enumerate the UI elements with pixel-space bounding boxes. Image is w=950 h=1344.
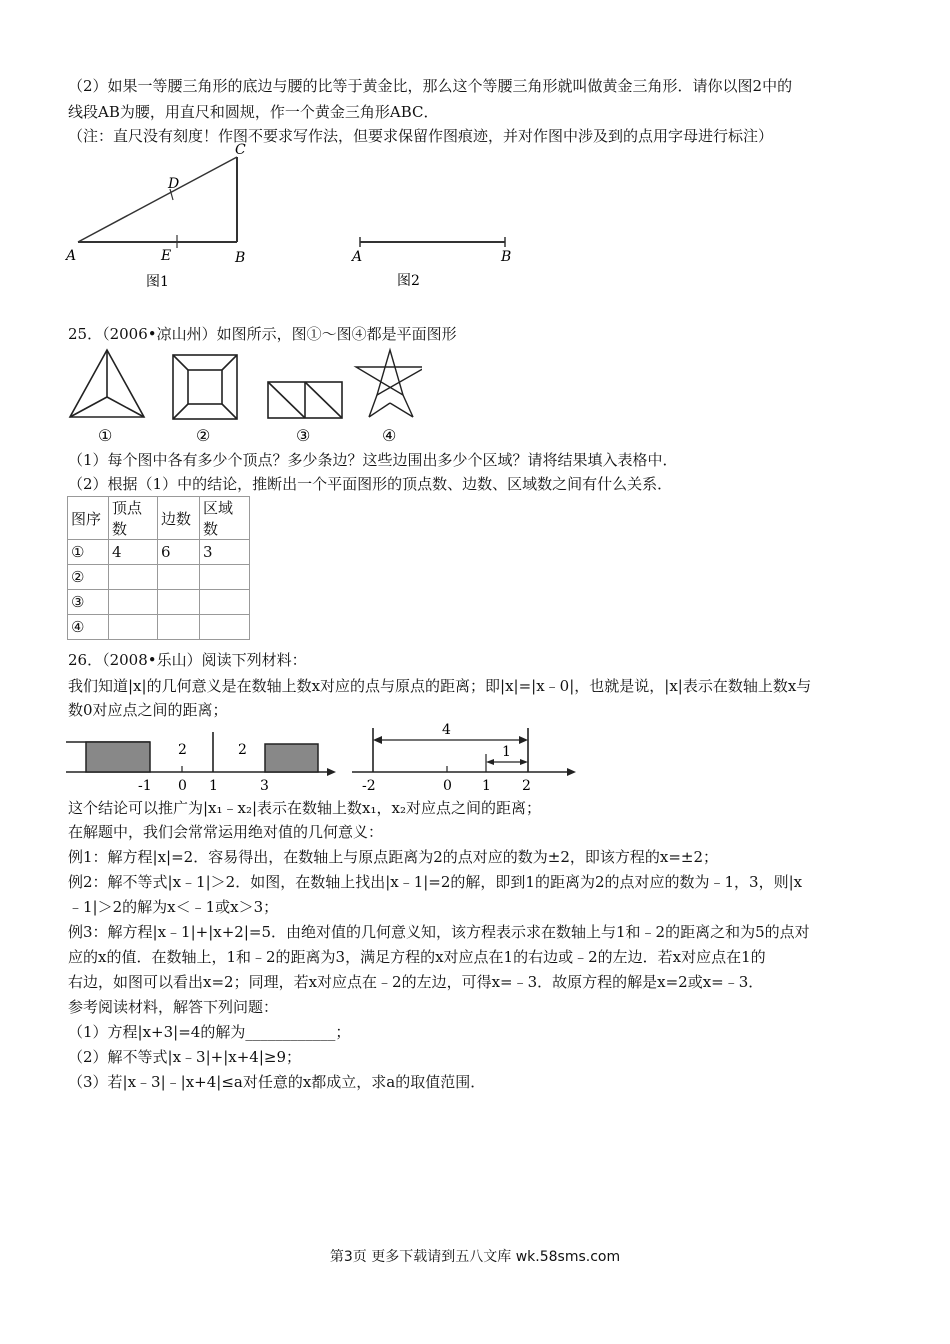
q26-question-3: （3）若|x﹣3|﹣|x+4|≤a对任意的x都成立，求a的取值范围． [68,1073,486,1091]
table-cell [158,615,200,640]
table-cell: ④ [68,615,109,640]
table-cell [200,590,250,615]
tick-label: 0 [443,778,452,794]
tick-label: 0 [178,778,187,794]
table-row [68,615,250,640]
q26-line-1: 我们知道|x|的几何意义是在数轴上数x对应的点与原点的距离；即|x|=|x﹣0|，也就是说，|x|表示在数轴上数x与 [68,677,812,695]
table-header-row [68,497,250,540]
q25-table [67,496,250,640]
table-cell [109,565,158,590]
figure-triangle-center [70,350,144,417]
q24-line-3: （注：直尺没有刻度！作图不要求写作法，但要求保留作图痕迹，并对作图中涉及到的点用字母进行标注） [68,127,774,145]
distance-label: 2 [178,742,187,758]
q26-example-3-cont2: 右边，如图可以看出x=2；同理，若x对应点在﹣2的左边，可得x=﹣3．故原方程的解是x=2或x=﹣3． [68,973,764,991]
table-row [68,590,250,615]
table-cell [200,565,250,590]
table-cell [109,615,158,640]
figure-1-triangle [60,140,260,290]
tick-label: 2 [522,778,531,794]
page-footer: 第3页 更多下载请到五八文库 wk.58sms.com [329,1249,621,1265]
table-cell: ③ [68,590,109,615]
tick-label: -2 [362,778,376,794]
number-line-1 [66,728,342,798]
q25-part-2: （2）根据（1）中的结论，推断出一个平面图形的顶点数、边数、区域数之间有什么关系． [68,475,673,493]
table-cell: 4 [109,540,158,565]
table-cell [109,590,158,615]
figure-nested-squares [173,355,237,419]
q26-question-1: （1）方程|x+3|=4的解为____________； [68,1023,351,1041]
tick-label: 1 [209,778,218,794]
table-header: 图序 [68,497,109,540]
q26-question-2: （2）解不等式|x﹣3|+|x+4|≥9； [68,1048,302,1066]
label-C: C [235,142,246,158]
label-A: A [352,249,363,265]
table-cell [200,615,250,640]
q26-example-3-cont: 应的x的值．在数轴上，1和﹣2的距离为3，满足方程的x对应点在1的右边或﹣2的左边．若x对应点在1的 [68,948,766,966]
figure-1-caption: 图1 [146,274,169,290]
q26-after-2: 在解题中，我们会常常运用绝对值的几何意义： [68,823,384,841]
distance-label: 1 [502,744,511,760]
table-header: 顶点数 [109,497,158,540]
label-B: B [235,250,246,266]
q24-line-1: （2）如果一等腰三角形的底边与腰的比等于黄金比，那么这个等腰三角形就叫做黄金三角形．请你以图2中的 [68,77,793,95]
label-B: B [501,249,512,265]
fig-label-3: ③ [296,426,311,445]
table-cell: 6 [158,540,200,565]
q26-example-1: 例1：解方程|x|=2．容易得出，在数轴上与原点距离为2的点对应的数为±2，即该方程的x=±2； [68,848,719,866]
tick-label: 3 [260,778,269,794]
tick-label: -1 [138,778,152,794]
distance-label: 2 [238,742,247,758]
q25-figures [62,345,422,445]
label-A: A [66,248,77,264]
number-line-2 [352,718,582,800]
table-cell [158,590,200,615]
fig-label-4: ④ [382,426,397,445]
q26-example-3: 例3：解方程|x﹣1|+|x+2|=5．由绝对值的几何意义知，该方程表示求在数轴上与1和﹣2的距离之和为5的点对 [68,923,810,941]
figure-two-squares [268,382,342,418]
q26-after-1: 这个结论可以推广为|x₁﹣x₂|表示在数轴上数x₁，x₂对应点之间的距离； [68,799,542,817]
fig-label-2: ② [196,426,211,445]
table-header: 边数 [158,497,200,540]
q26-line-2: 数0对应点之间的距离； [68,701,228,719]
table-row [68,565,250,590]
label-D: D [168,176,180,192]
figure-star [356,350,422,417]
q26-example-2-cont: ﹣1|＞2的解为x＜﹣1或x＞3； [68,898,279,916]
q25-part-1: （1）每个图中各有多少个顶点？多少条边？这些边围出多少个区域？请将结果填入表格中． [68,451,678,469]
q26-title: 26．（2008•乐山）阅读下列材料： [68,651,307,669]
q25-title: 25．（2006•凉山州）如图所示，图①～图④都是平面图形 [68,325,457,343]
label-E: E [161,248,172,264]
distance-label: 4 [442,722,451,738]
table-cell [158,565,200,590]
table-row [68,540,250,565]
fig-label-1: ① [98,426,113,445]
figure-2-caption: 图2 [397,273,420,289]
q24-line-2: 线段AB为腰，用直尺和圆规，作一个黄金三角形ABC． [68,103,439,121]
q26-prompt: 参考阅读材料，解答下列问题： [68,998,279,1016]
table-cell: 3 [200,540,250,565]
table-cell: ② [68,565,109,590]
q26-example-2: 例2：解不等式|x﹣1|＞2．如图，在数轴上找出|x﹣1|=2的解，即到1的距离为2的点对应的数为﹣1，3，则|x [68,873,803,891]
table-header: 区域数 [200,497,250,540]
tick-label: 1 [482,778,491,794]
table-cell: ① [68,540,109,565]
figure-2-segment [345,225,525,295]
